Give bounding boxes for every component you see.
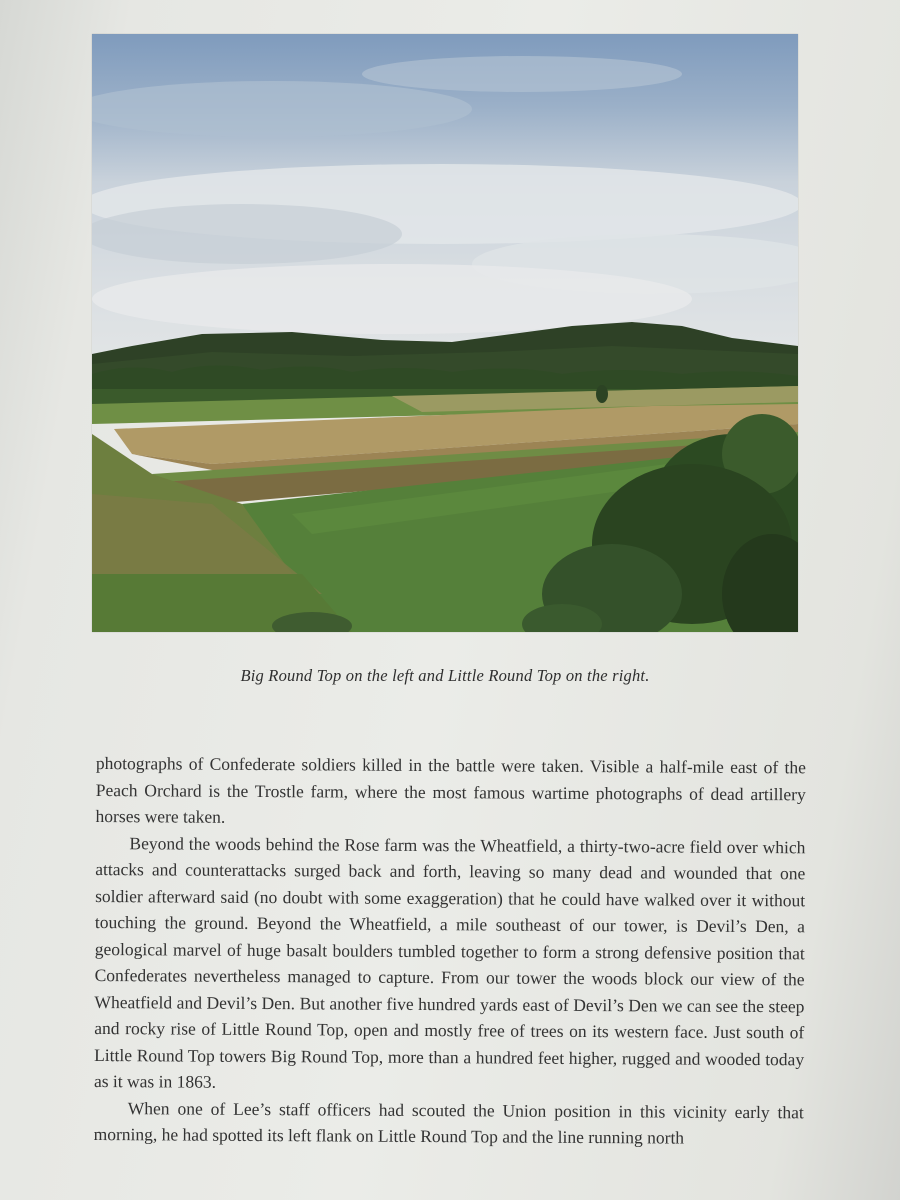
body-text	[94, 750, 806, 1152]
landscape-photo	[92, 34, 798, 632]
paragraph-1: photographs of Confederate soldiers killed in the battle were taken. Visible a half-mile east of the Peach Orchard is the Trostle farm, where the most famous wartime photographs of dead artillery horses were taken.	[95, 752, 806, 827]
battlefield-landscape-image	[92, 34, 798, 632]
photo-caption: Big Round Top on the left and Little Round Top on the right.	[240, 666, 650, 685]
paragraph-3: When one of Lee’s staff officers had scouted the Union position in this vicinity early that morning, he had spotted its left flank on Little Round Top and the line running north	[93, 1097, 804, 1148]
paragraph-2: Beyond the woods behind the Rose farm was the Wheatfield, a thirty-two-acre field over which attacks and counterattacks surged back and forth, leaving so many dead and wounded that one soldier afterward said (no doubt with some exaggeration) that he could have walked over it without touching the ground. Beyond the Wheatfield, a mile southeast of our tower, is Devil’s Den, a geological marvel of huge basalt boulders tumbled together to form a strong defensive position that Confederates nevertheless managed to capture. From our tower the woods block our view of the Wheatfield and Devil’s Den. But another five hundred yards east of Devil’s Den we can see the steep and rocky rise of Little Round Top, open and mostly free of trees on its western face. Just south of Little Round Top towers Big Round Top, more than a hundred feet higher, rugged and wooded today as it was in 1863.	[93, 832, 806, 1092]
